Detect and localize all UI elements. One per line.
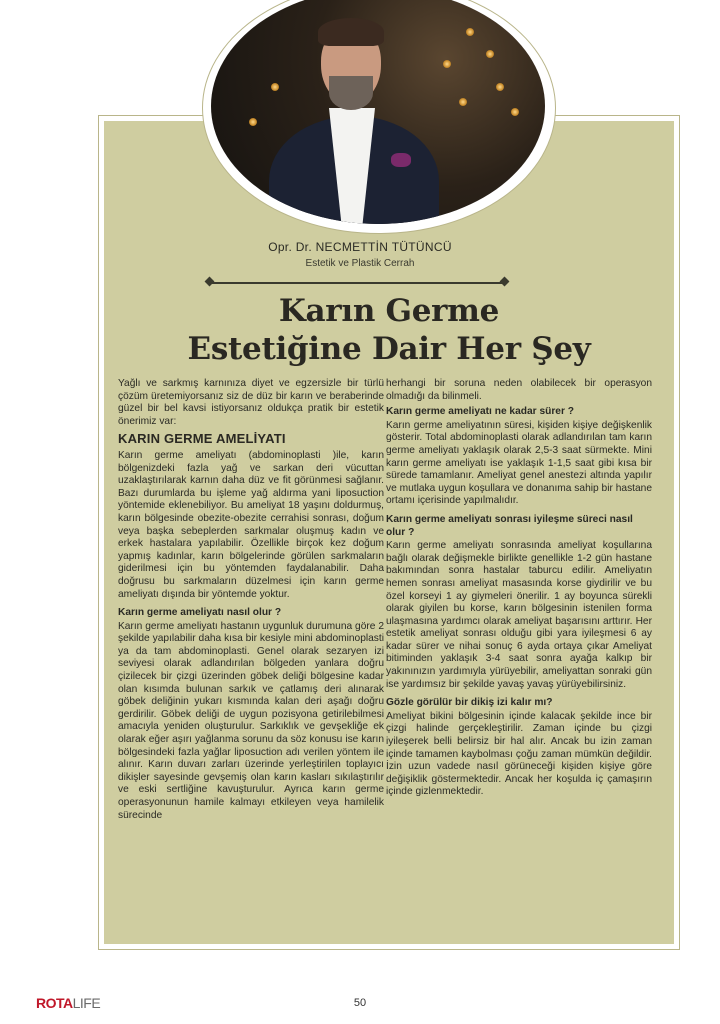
page-number: 50 bbox=[353, 997, 367, 1009]
left-column bbox=[118, 378, 384, 822]
logo-life: LIFE bbox=[72, 995, 101, 1011]
question-heading: Karın germe ameliyatı nasıl olur ? bbox=[118, 607, 282, 619]
article-title-line2: Estetiğine Dair Her Şey bbox=[187, 331, 591, 367]
intro-paragraph: Yağlı ve sarkmış karnınıza diyet ve egzersizle bir türlü çözüm üretemiyorsanız siz de düz bir karın ve beraberinde güzel bir bel kavsi istiyorsanız oldukça pratik bir estetik önerimiz var: bbox=[118, 378, 384, 427]
article-title-line1: Karın Germe bbox=[278, 293, 500, 329]
continuation-paragraph: herhangi bir soruna neden olabilecek bir operasyon olmadığı da bilinmeli. bbox=[386, 378, 652, 402]
author-name: Opr. Dr. NECMETTİN TÜTÜNCÜ bbox=[268, 240, 452, 254]
question-heading: Karın germe ameliyatı ne kadar sürer ? bbox=[386, 406, 574, 418]
question-heading: Karın germe ameliyatı sonrası iyileşme süreci nasıl olur ? bbox=[386, 513, 633, 538]
question-body: Karın germe ameliyatı hastanın uygunluk durumuna göre 2 şekilde yapılabilir daha kısa bir kesiyle mini abdominoplasti ya da tam abdominoplasti. Genel olarak sezaryen izi seviyesi olarak adlandırılan bölgeden yanlara doğru çizilecek bir çizgi üzerinden göbek deliği bölgesine kadar olan kısımda bulunan sarkık ve çatlamış deri alınarak göbek deliğinin yukarı kısmında kalan deri aşağı doğru gerdirilir. Göbek deliği de uygun pozisyona getirilebilmesi amacıyla yeniden oluşturulur. Sarkıklık ve gevşekliğe ek olarak eğer aşırı yağlanma sorunu da söz konusu ise karın bölgesindeki fazla yağlar liposuction adı verilen yöntem ile alınır. Karın duvarı zarları üzerinde yerleştirilen toplayıcı dikişler sayesinde gevşemiş olan karın kasları sıkılaştırılır ve eski sertliğine kavuşturulur. Ayrıca karın germe operasyonunun hamile kalmayı etkileyen veya hamilelik sürecinde bbox=[118, 620, 384, 821]
logo-rota: ROTA bbox=[36, 995, 73, 1011]
author-title: Estetik ve Plastik Cerrah bbox=[305, 258, 415, 269]
right-column bbox=[386, 378, 652, 799]
question-heading: Gözle görülür bir dikiş izi kalır mı? bbox=[386, 697, 553, 709]
question-body: Ameliyat bikini bölgesinin içinde kalacak şekilde ince bir çizgi halinde gerçekleştirilir. Zaman içinde bu çizgi iyileşerek belli belirsiz bir hal alır. Ancak bu izin zaman içinde tamamen kaybolması çoğu zaman mümkün değildir. İzin uzun vadede nasıl görüneceği kişiden kişiye göre değişiklik göstermektedir. Ancak her koşulda iç çamaşırın içinde gizlenmektedir. bbox=[386, 710, 652, 798]
question-body: Karın germe ameliyatının süresi, kişiden kişiye değişkenlik gösterir. Total abdominoplasti olarak adlandırılan tam karın germe ameliyatı yaklaşık olarak 2,5-3 saat sürmekte. Mini karın germe ameliyatı ise yaklaşık 1-1,5 saat gibi kısa bir sürede tamamlanır. Ameliyat genel anestezi altında yapılır ve mutlaka uygun koşullara ve donanıma sahip bir hastane ortamı içerisinde yapılmalıdır. bbox=[386, 419, 652, 507]
section-heading: KARIN GERME AMELİYATI bbox=[118, 431, 286, 447]
section-body: Karın germe ameliyatı (abdominoplasti )ile, karın bölgenizdeki fazla yağ ve sarkan deri vücuttan uzaklaştırılarak karnın daha düz ve fit görünmesi sağlanır. Bazı durumlarda bu işleme yağ aldırma yani liposuction yöntemide eklenebiliyor. Bu ameliyat 18 yaşını doldurmuş, karın bölgesinde obezite-obezite cerrahisi sonrası, doğum veya başka sebeplerden sarkmalar oluşmuş kadın ve erkek hastalara yapılabilir. Özellikle birçok kez doğum yapmış kadınlar, karın bölgelerinde görülen sarkmaların giderilmesi için bu yöntemden faydalanabilir. Daha doğrusu bu sarkmaların düzelmesi için karın germe ameliyatı dışında bir yöntemde yoktur. bbox=[118, 449, 384, 600]
title-rule bbox=[212, 282, 502, 284]
question-body: Karın germe ameliyatı sonrasında ameliyat koşullarına bağlı olarak değişmekle birlikte genellikle 1-2 gün hastane bakımından sonra hastalar taburcu edilir. Ameliyatın hemen sonrası ameliyat masasında korse giydirilir ve bu özel korseyi 1 ay giymeleri önerilir. 1 ay boyunca sürekli olarak giyilen bu korse, karın bölgesinin istenilen forma ulaşmasına yardımcı olarak ameliyat başarısını arttırır. Her estetik ameliyat sonrası olduğu gibi yara iyileşmesi 6 ay kadar sürer ve nihai sonuç 6 ayda ortaya çıkar Ameliyat bitiminden yaklaşık 3-4 saat sonra ayağa kalkıp bir yakınınızın yardımıyla yürüyebilir, ameliyattan sonraki gün ise yardımsız bir şekilde yavaş yavaş yürüyebilirsiniz. bbox=[386, 540, 652, 690]
